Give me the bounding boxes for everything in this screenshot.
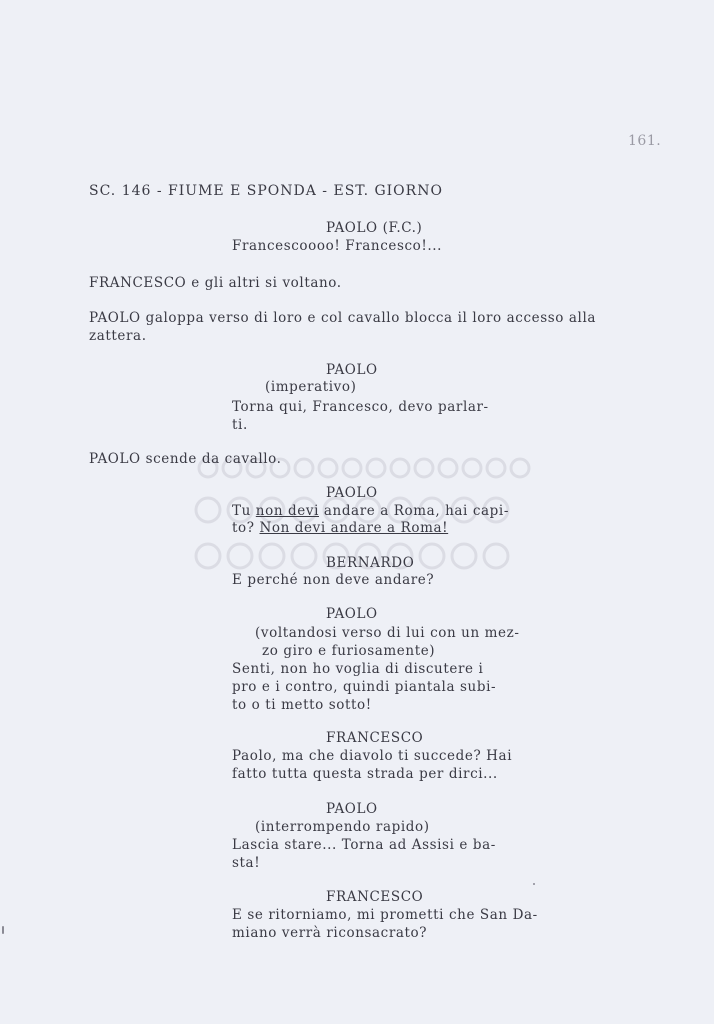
parenthetical: (imperativo): [265, 379, 357, 395]
parenthetical: (interrompendo rapido): [255, 819, 430, 835]
dialogue-line: E se ritorniamo, mi prometti che San Da-: [232, 907, 538, 923]
ink-speck: [533, 883, 535, 885]
page-number: 161.: [628, 133, 662, 149]
dialogue-line: ti.: [232, 417, 248, 433]
speaker-name: FRANCESCO: [326, 730, 424, 746]
action-line: FRANCESCO e gli altri si voltano.: [89, 275, 342, 291]
dialogue-line: [232, 519, 448, 537]
speaker-name: FRANCESCO: [326, 889, 424, 905]
dialogue-line: miano verrà riconsacrato?: [232, 925, 428, 941]
speaker-name: PAOLO: [326, 362, 378, 378]
parenthetical: (voltandosi verso di lui con un mez-: [255, 625, 520, 641]
speaker-name: PAOLO: [326, 606, 378, 622]
action-line: PAOLO scende da cavallo.: [89, 451, 282, 467]
dialogue-line: Senti, non ho voglia di discutere i: [232, 661, 484, 677]
speaker-name: PAOLO: [326, 485, 378, 501]
dialogue-line: Lascia stare... Torna ad Assisi e ba-: [232, 837, 496, 853]
dialogue-line: Paolo, ma che diavolo ti succede? Hai: [232, 748, 513, 764]
speaker-name: PAOLO: [326, 801, 378, 817]
dialogue-line: fatto tutta questa strada per dirci...: [232, 766, 498, 782]
dialogue-line: to o ti metto sotto!: [232, 697, 372, 713]
scene-heading: SC. 146 - FIUME E SPONDA - EST. GIORNO: [89, 183, 443, 199]
underlined-text: Non devi andare a Roma!: [259, 520, 449, 536]
dialogue-text: to?: [232, 520, 260, 536]
speaker-name: PAOLO (F.C.): [326, 220, 423, 236]
action-line: PAOLO galoppa verso di loro e col cavallo blocca il loro accesso alla: [89, 310, 597, 326]
dialogue-line: pro e i contro, quindi piantala subi-: [232, 679, 497, 695]
margin-mark: [2, 926, 4, 934]
parenthetical: zo giro e furiosamente): [262, 643, 436, 659]
dialogue-line: sta!: [232, 855, 261, 871]
dialogue-line: [232, 502, 509, 520]
dialogue-line: Torna qui, Francesco, devo parlar-: [232, 399, 489, 415]
dialogue-line: E perché non deve andare?: [232, 572, 435, 588]
speaker-name: BERNARDO: [326, 555, 415, 571]
action-line: zattera.: [89, 328, 147, 344]
dialogue-text: andare a Roma, hai capi-: [318, 503, 509, 519]
dialogue-text: Tu: [232, 503, 256, 519]
dialogue-line: Francescoooo! Francesco!...: [232, 238, 443, 254]
underlined-text: non devi: [255, 503, 319, 519]
